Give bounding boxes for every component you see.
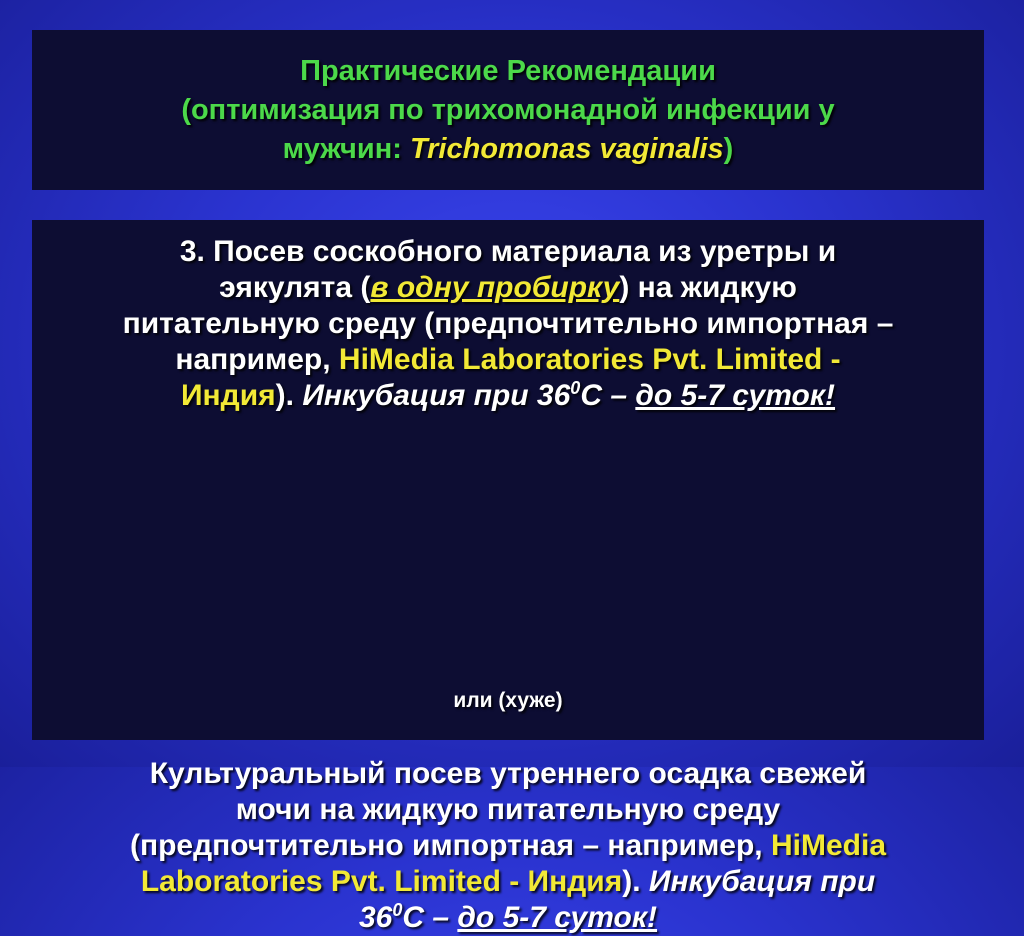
alt-line-3 — [32, 828, 984, 864]
alt-l3-a: (предпочтительно импортная – например, — [129, 829, 771, 862]
alt-line-2: мочи на жидкую питательную среду — [235, 793, 781, 826]
primary-line-2 — [32, 270, 984, 306]
content-panel — [32, 220, 984, 934]
title-panel — [32, 30, 984, 190]
alt-vendor-country: Laboratories Pvt. Limited - Индия — [140, 865, 623, 898]
title-suffix: ) — [723, 132, 734, 165]
species-name: Trichomonas vaginalis — [409, 132, 724, 165]
alt-incubation-label: Инкубация при — [648, 865, 876, 898]
vendor-country: Индия — [180, 379, 276, 412]
primary-line-3: питательную среду (предпочтительно импортная – — [122, 307, 894, 340]
alt-degree-sup: 0 — [392, 900, 403, 920]
alt-line-4 — [32, 864, 984, 900]
primary-l2-a: эякулята ( — [219, 271, 371, 304]
alt-vendor-name: HiMedia — [770, 829, 887, 862]
title-line-3 — [283, 130, 734, 169]
alt-temp-unit: С – — [402, 901, 458, 934]
single-tube-note: в одну пробирку — [370, 271, 620, 304]
primary-l2-c: ) на жидкую — [619, 271, 797, 304]
alt-l4-b: ). — [622, 865, 649, 898]
method-primary — [32, 234, 984, 414]
primary-line-4 — [32, 342, 984, 378]
primary-line-5 — [32, 378, 984, 414]
title-line-2: (оптимизация по трихомонадной инфекции у — [181, 93, 835, 126]
alt-line-5 — [32, 900, 984, 936]
primary-l4-a: например, — [175, 343, 339, 376]
method-alternative — [32, 756, 984, 936]
vendor-name: HiMedia Laboratories Pvt. Limited - — [338, 343, 841, 376]
title-line-1: Практические Рекомендации — [300, 54, 716, 87]
title-prefix: мужчин: — [282, 132, 410, 165]
degree-sup: 0 — [570, 378, 581, 398]
alt-temp: 36 — [358, 901, 393, 934]
incubation-duration: до 5-7 суток! — [635, 379, 836, 412]
incubation-label: Инкубация при 36 — [302, 379, 571, 412]
alternative-separator: или (хуже) — [453, 689, 563, 712]
primary-l5-b: ). — [275, 379, 303, 412]
primary-line-1: 3. Посев соскобного материала из уретры и — [179, 235, 837, 268]
incubation-temp-unit: С – — [580, 379, 636, 412]
alt-line-1: Культуральный посев утреннего осадка свежей — [149, 757, 867, 790]
alt-incubation-duration: до 5-7 суток! — [457, 901, 658, 934]
